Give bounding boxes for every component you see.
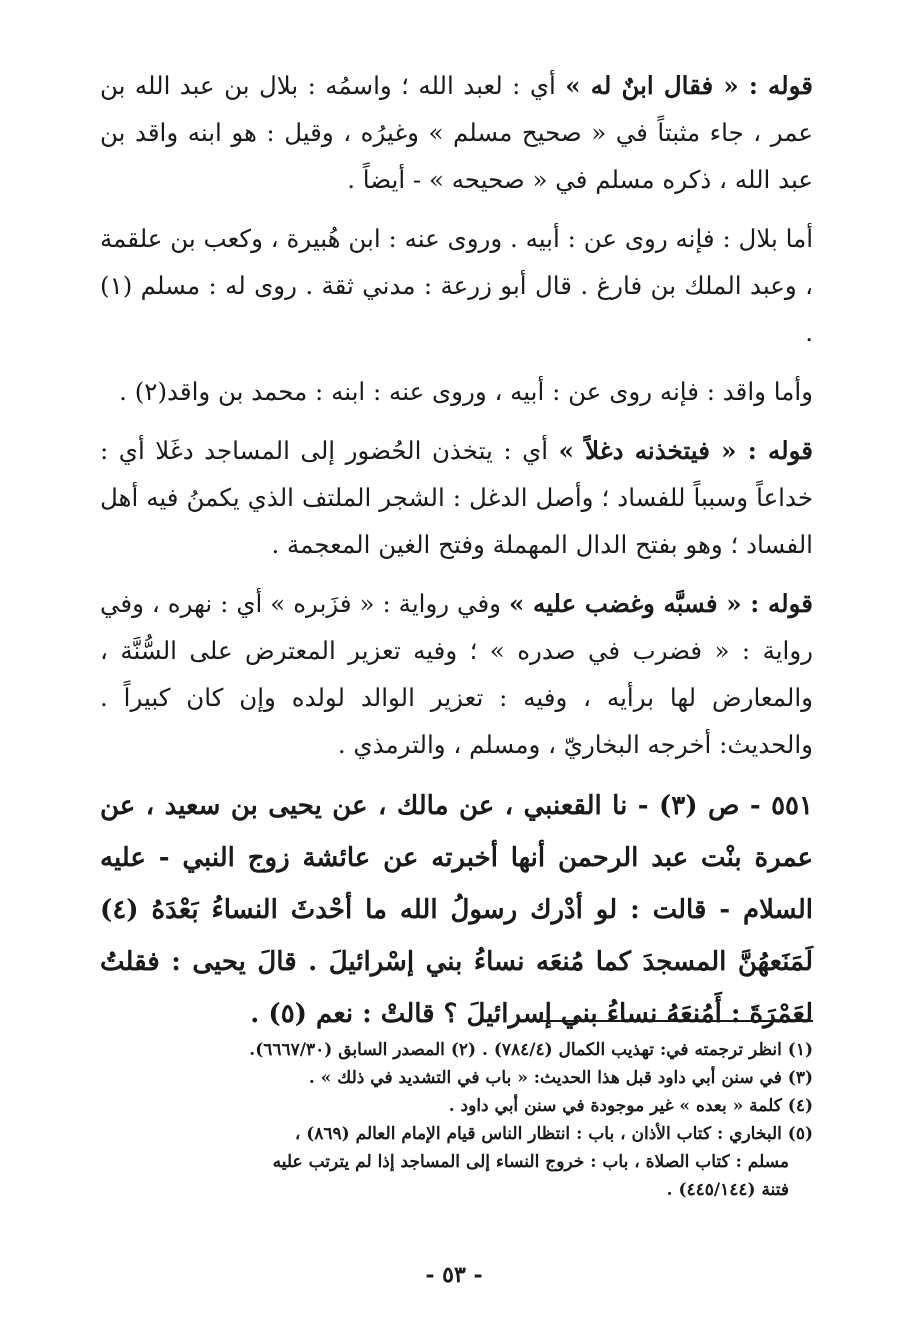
page-number: - ٥٣ - xyxy=(425,1262,483,1288)
paragraph-lead: قوله : « فسبَّه وغضب عليه » xyxy=(508,589,813,618)
footnote: (٣) في سنن أبي داود قبل هذا الحديث: « باب في التشديد في ذلك » . xyxy=(308,1068,813,1088)
footnote-divider xyxy=(541,1020,813,1022)
page-body xyxy=(100,62,813,1040)
commentary-paragraph xyxy=(100,580,813,768)
footnote-continuation: مسلم : كتاب الصلاة ، باب : خروج النساء إلى المساجد إذا لم يترتب عليه xyxy=(272,1152,789,1172)
paragraph-text: أي : لعبد الله ؛ واسمُه : بلال بن عبد الله بن عمر ، جاء مثبتاً في « صحيح مسلم » وغيرُه ، وقيل : هو ابنه واقد بن عبد الله ، ذكره مسلم في « صحيحه » - أيضاً . xyxy=(100,71,813,194)
footnote: (٥) البخاري : كتاب الأذان ، باب : انتظار الناس قيام الإمام العالم (٨٦٩) ، xyxy=(294,1124,813,1144)
paragraph-lead: قوله : « فيتخذنه دغلاً » xyxy=(558,436,813,465)
commentary-paragraph xyxy=(100,62,813,203)
paragraph-text: وفي رواية : « فزَبره » أي : نهره ، وفي رواية : « فضرب في صدره » ؛ وفيه تعزير المعترض على السُّنَّة ، والمعارض لها برأيه ، وفيه : تعزير الوالد لولده وإن كان كبيراً . والحديث: أخرجه البخاريّ ، ومسلم ، والترمذي . xyxy=(100,589,813,759)
hadith-text: ٥٥١ - ص (٣) - نا القعنبي ، عن مالك ، عن يحيى بن سعيد ، عن عمرة بنْت عبد الرحمن أنها أخبرته عن عائشة زوج النبي - عليه السلام - قالت : لو أدْرك رسولُ الله ما أحْدثَ النساءُ بَعْدَهُ (٤) لَمَنَعهُنَّ المسجدَ كما مُنعَه نساءُ بني إسْرائيلَ . قالَ يحيى : فقلتُ لعَمْرَةَ : أَمُنعَهُ نساءُ بني إسرائيلَ ؟ قالتْ : نعم (٥) . xyxy=(100,791,813,1029)
paragraph-text: أي : يتخذن الحُضور إلى المساجد دغَلا أي : خداعاً وسبباً للفساد ؛ وأصل الدغل : الشجر الملتف الذي يكمنُ فيه أهل الفساد ؛ وهو بفتح الدال المهملة وفتح الغين المعجمة . xyxy=(100,436,813,559)
footnote-continuation: فتنة (٤٤٥/١٤٤) . xyxy=(666,1180,789,1200)
footnotes xyxy=(100,1036,813,1204)
paragraph-lead: قوله : « فقال ابنٌ له » xyxy=(565,71,813,100)
commentary-paragraph xyxy=(100,427,813,568)
footnote: (٤) كلمة « بعده » غير موجودة في سنن أبي داود . xyxy=(448,1096,813,1116)
commentary-paragraph xyxy=(100,368,813,415)
paragraph-text: أما بلال : فإنه روى عن : أبيه . وروى عنه : ابن هُبيرة ، وكعب بن علقمة ، وعبد الملك بن فارغ . قال أبو زرعة : مدني ثقة . روى له : مسلم (١) . xyxy=(100,224,813,347)
paragraph-text: وأما واقد : فإنه روى عن : أبيه ، وروى عنه : ابنه : محمد بن واقد(٢) . xyxy=(119,377,813,406)
footnote: (١) انظر ترجمته في: تهذيب الكمال (٧٨٤/٤) . (٢) المصدر السابق (٦٦٦٧/٣٠). xyxy=(249,1040,813,1060)
commentary-paragraph xyxy=(100,215,813,356)
